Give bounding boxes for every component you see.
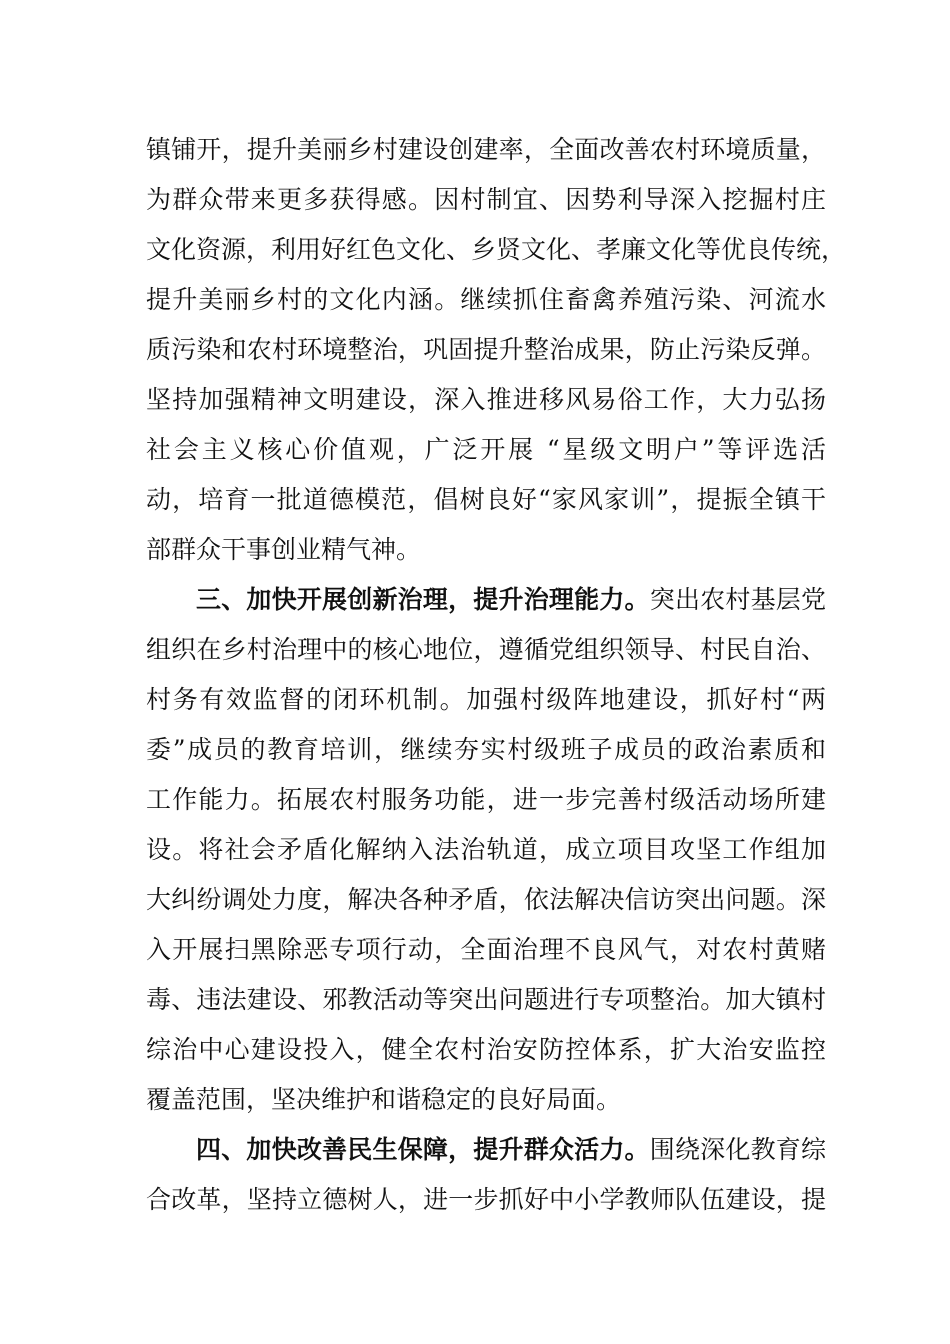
paragraph-line: 覆盖范围，坚决维护和谐稳定的良好局面。 (146, 1085, 622, 1114)
section-heading: 四、加快改善民生保障，提升群众活力。 (196, 1135, 650, 1164)
paragraph-line: 坚持加强精神文明建设，深入推进移风易俗工作，大力弘扬 (146, 385, 826, 414)
paragraph-line: 动，培育一批道德模范，倡树良好“家风家训”，提振全镇干 (146, 485, 826, 514)
paragraph-line: 提升美丽乡村的文化内涵。继续抓住畜禽养殖污染、河流水 (146, 285, 826, 314)
paragraph-line: 村务有效监督的闭环机制。加强村级阵地建设，抓好村“两 (146, 685, 826, 714)
paragraph-line: 社会主义核心价值观，广泛开展 “星级文明户”等评选活 (146, 435, 826, 464)
section-text: 突出农村基层党 (649, 585, 826, 614)
section-first-line (196, 1130, 826, 1170)
section-text: 围绕深化教育综 (649, 1135, 826, 1164)
paragraph-line: 镇铺开，提升美丽乡村建设创建率，全面改善农村环境质量， (146, 135, 826, 164)
paragraph-line: 毒、违法建设、邪教活动等突出问题进行专项整治。加大镇村 (146, 985, 826, 1014)
paragraph-line: 部群众干事创业精气神。 (146, 535, 422, 564)
paragraph-line: 合改革，坚持立德树人，进一步抓好中小学教师队伍建设，提 (146, 1185, 826, 1214)
paragraph-line: 文化资源，利用好红色文化、乡贤文化、孝廉文化等优良传统， (146, 235, 847, 264)
paragraph-line: 入开展扫黑除恶专项行动，全面治理不良风气，对农村黄赌 (146, 935, 826, 964)
section-first-line (196, 580, 826, 620)
section-heading: 三、加快开展创新治理，提升治理能力。 (196, 585, 650, 614)
paragraph-line: 设。将社会矛盾化解纳入法治轨道，成立项目攻坚工作组加 (146, 835, 826, 864)
paragraph-line: 组织在乡村治理中的核心地位，遵循党组织领导、村民自治、 (146, 635, 826, 664)
paragraph-line: 工作能力。拓展农村服务功能，进一步完善村级活动场所建 (146, 785, 826, 814)
paragraph-line: 综治中心建设投入，健全农村治安防控体系，扩大治安监控 (146, 1035, 826, 1064)
paragraph-line: 质污染和农村环境整治，巩固提升整治成果，防止污染反弹。 (146, 335, 826, 364)
paragraph-line: 委”成员的教育培训，继续夯实村级班子成员的政治素质和 (146, 735, 826, 764)
paragraph-line: 大纠纷调处力度，解决各种矛盾，依法解决信访突出问题。深 (146, 885, 826, 914)
paragraph-line: 为群众带来更多获得感。因村制宜、因势利导深入挖掘村庄 (146, 185, 826, 214)
